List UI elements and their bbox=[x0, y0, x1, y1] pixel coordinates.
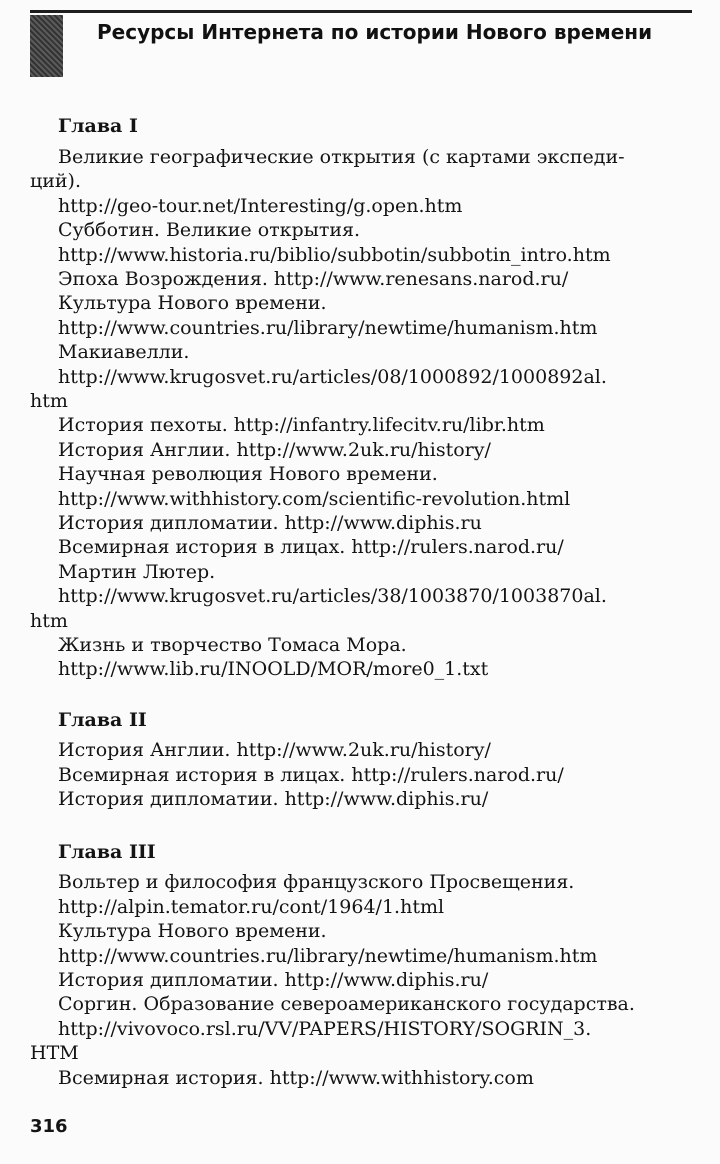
resource-line: http://www.countries.ru/library/newtime/humanism.htm bbox=[58, 945, 598, 967]
resource-line: htm bbox=[30, 390, 68, 412]
resource-line: HTM bbox=[30, 1042, 79, 1064]
page-number: 316 bbox=[30, 1116, 68, 1137]
resource-line: http://alpin.temator.ru/cont/1964/1.html bbox=[58, 896, 445, 918]
resource-line: История дипломатии. http://www.diphis.ru bbox=[58, 512, 482, 534]
resource-line: http://www.lib.ru/INOOLD/MOR/more0_1.txt bbox=[58, 658, 489, 680]
resource-line: Субботин. Великие открытия. bbox=[58, 219, 361, 241]
resource-line: Научная революция Нового времени. bbox=[58, 463, 438, 485]
resource-line: http://www.historia.ru/biblio/subbotin/subbotin_intro.htm bbox=[58, 244, 611, 266]
resource-line: htm bbox=[30, 610, 68, 632]
resource-line: http://www.countries.ru/library/newtime/humanism.htm bbox=[58, 317, 598, 339]
resource-line: Макиавелли. bbox=[58, 341, 190, 363]
resource-line: Всемирная история в лицах. http://rulers.narod.ru/ bbox=[58, 536, 564, 558]
resource-line: http://www.withhistory.com/scientific-revolution.html bbox=[58, 488, 571, 510]
header-rule bbox=[30, 10, 692, 13]
chapter-heading-1: Глава I bbox=[58, 115, 138, 137]
resource-line: Жизнь и творчество Томаса Мора. bbox=[58, 634, 407, 656]
resource-line: ций). bbox=[30, 170, 81, 192]
resource-line: http://www.krugosvet.ru/articles/38/1003870/1003870al. bbox=[58, 585, 607, 607]
resource-line: http://vivovoco.rsl.ru/VV/PAPERS/HISTORY/SOGRIN_3. bbox=[58, 1018, 592, 1040]
resource-line: Великие географические открытия (с картами экспеди- bbox=[58, 146, 625, 168]
resource-line: История пехоты. http://infantry.lifecitv.ru/libr.htm bbox=[58, 414, 545, 436]
resource-line: Мартин Лютер. bbox=[58, 561, 216, 583]
resource-line: История дипломатии. http://www.diphis.ru/ bbox=[58, 788, 489, 810]
chapter-thumb-marker bbox=[30, 15, 63, 77]
resource-line: Всемирная история. http://www.withhistory.com bbox=[58, 1067, 534, 1089]
chapter-heading-2: Глава II bbox=[58, 709, 147, 731]
resource-line: Соргин. Образование североамериканского государства. bbox=[58, 993, 635, 1015]
resource-line: http://www.krugosvet.ru/articles/08/1000892/1000892al. bbox=[58, 366, 607, 388]
resource-line: История дипломатии. http://www.diphis.ru/ bbox=[58, 969, 489, 991]
resource-line: Культура Нового времени. bbox=[58, 292, 327, 314]
resource-line: Культура Нового времени. bbox=[58, 920, 327, 942]
resource-line: Всемирная история в лицах. http://rulers.narod.ru/ bbox=[58, 764, 564, 786]
resource-line: Эпоха Возрождения. http://www.renesans.narod.ru/ bbox=[58, 268, 569, 290]
resource-line: История Англии. http://www.2uk.ru/history/ bbox=[58, 739, 491, 761]
resource-line: http://geo-tour.net/Interesting/g.open.htm bbox=[58, 195, 463, 217]
page-title: Ресурсы Интернета по истории Нового времени bbox=[97, 20, 653, 44]
resource-line: История Англии. http://www.2uk.ru/history/ bbox=[58, 439, 491, 461]
chapter-heading-3: Глава III bbox=[58, 841, 156, 863]
resource-line: Вольтер и философия французского Просвещения. bbox=[58, 871, 575, 893]
